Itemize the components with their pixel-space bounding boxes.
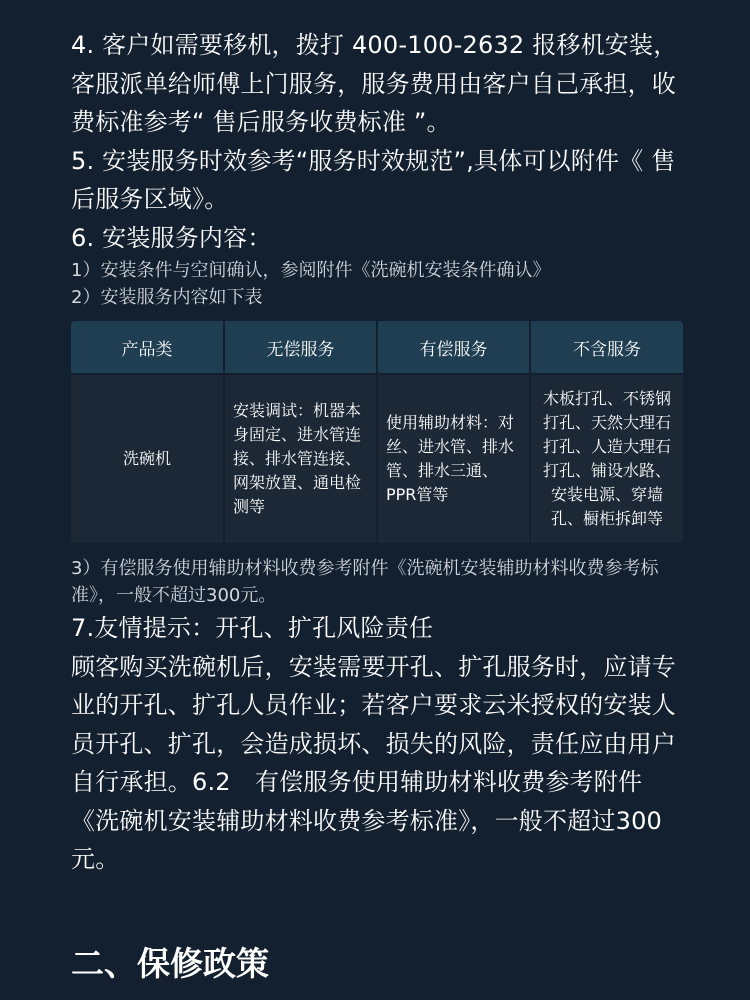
note-3: 3）有偿服务使用辅助材料收费参考附件《洗碗机安装辅助材料收费参考标准》，一般不超过300元。 [71, 558, 659, 606]
cell-product: 洗碗机 [71, 374, 224, 543]
section-heading: 二、保修政策 [71, 944, 269, 983]
header-paid-service: 有偿服务 [377, 321, 530, 374]
tips-title: 7.友情提示：开孔、扩孔风险责任 [71, 614, 434, 642]
cell-paid-service: 使用辅助材料：对丝、进水管、排水管、排水三通、PPR管等 [377, 374, 530, 543]
header-product: 产品类 [71, 321, 224, 374]
note-1: 1）安装条件与空间确认，参阅附件《洗碗机安装条件确认》 [71, 260, 551, 281]
paragraph-6: 6. 安装服务内容： [71, 223, 272, 252]
paragraph-4: 4. 客户如需要移机，拨打 400-100-2632 报移机安装，客服派单给师傅上门服务，服务费用由客户自己承担，收费标准参考“ 售后服务收费标准 ”。 [71, 31, 678, 136]
service-table [71, 321, 683, 543]
table-row [71, 374, 683, 543]
header-free-service: 无偿服务 [224, 321, 377, 374]
header-excluded-service: 不含服务 [530, 321, 683, 374]
document-body [71, 26, 683, 879]
paragraph-5: 5. 安装服务时效参考“服务时效规范”,具体可以附件《 售后服务区域》。 [71, 146, 676, 213]
tips-body: 顾客购买洗碗机后，安装需要开孔、扩孔服务时，应请专业的开孔、扩孔人员作业；若客户要求云米授权的安装人员开孔、扩孔，会造成损坏、损失的风险，责任应由用户自行承担。6.2 有偿服务使用辅助材料收费参考附件《洗碗机安装辅助材料收费参考标准》，一般不超过300元。 [71, 652, 676, 873]
note-2: 2）安装服务内容如下表 [71, 287, 263, 308]
cell-free-service: 安装调试：机器本身固定、进水管连接、排水管连接、网架放置、通电检测等 [224, 374, 377, 543]
table-header-row [71, 321, 683, 374]
cell-excluded-service: 木板打孔、不锈钢打孔、天然大理石打孔、人造大理石打孔、铺设水路、安装电源、穿墙孔、橱柜拆卸等 [530, 374, 683, 543]
